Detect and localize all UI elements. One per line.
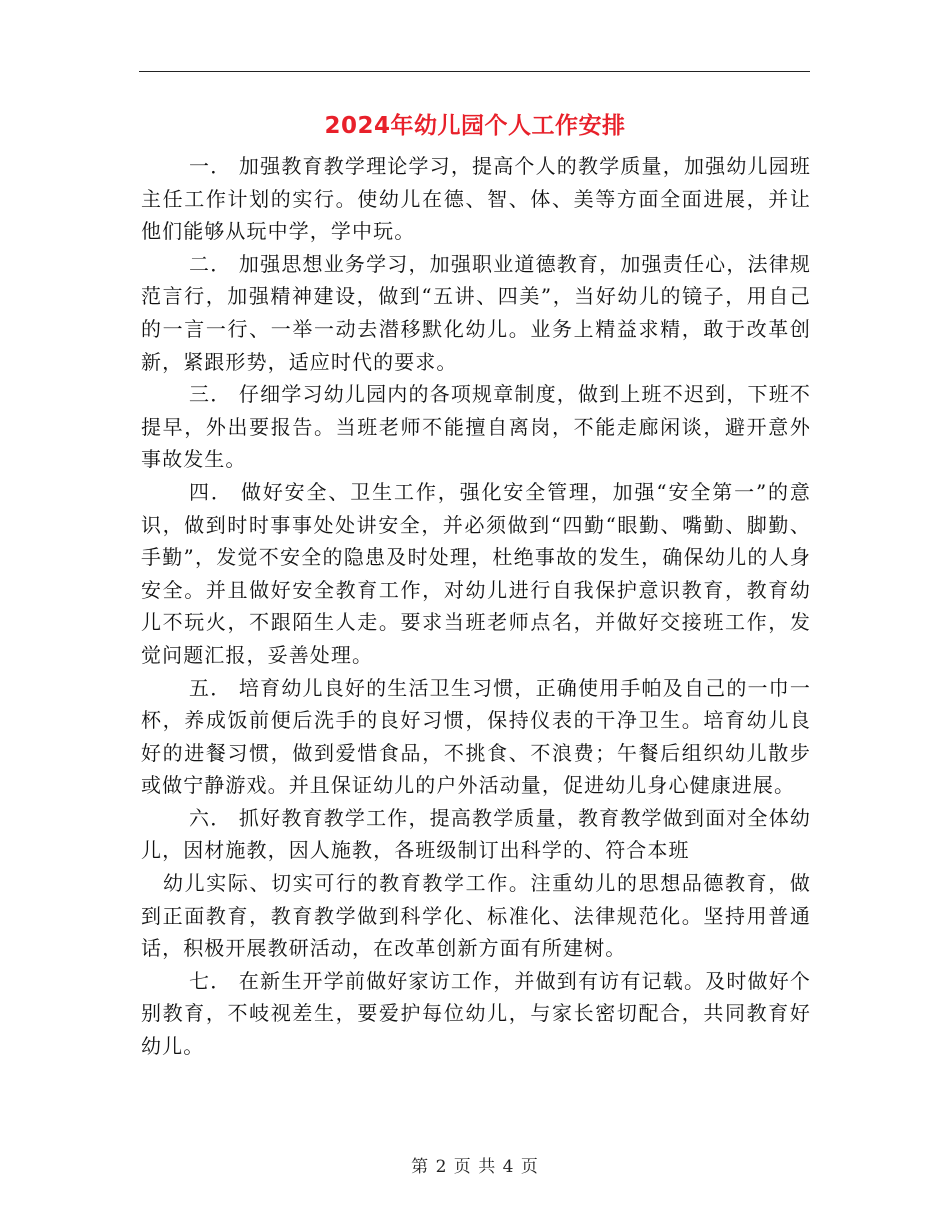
document-body	[141, 150, 811, 1063]
header-rule	[139, 71, 810, 72]
paragraph-6: 六． 抓好教育教学工作，提高教学质量，教育教学做到面对全体幼儿，因材施教，因人施教，各班级制订出科学的、符合本班	[141, 805, 811, 863]
paragraph-4: 四． 做好安全、卫生工作，强化安全管理，加强“安全第一”的意识，做到时时事事处处讲安全，并必须做到“四勤“眼勤、嘴勤、脚勤、手勤”，发觉不安全的隐患及时处理，杜绝事故的发生，确保幼儿的人身安全。并且做好安全教育工作，对幼儿进行自我保护意识教育，教育幼儿不玩火，不跟陌生人走。要求当班老师点名，并做好交接班工作，发觉问题汇报，妥善处理。	[141, 479, 811, 667]
paragraph-1: 一． 加强教育教学理论学习，提高个人的教学质量，加强幼儿园班主任工作计划的实行。使幼儿在德、智、体、美等方面全面进展，并让他们能够从玩中学，学中玩。	[141, 154, 811, 244]
paragraph-7: 七． 在新生开学前做好家访工作，并做到有访有记载。及时做好个别教育，不岐视差生，要爱护每位幼儿，与家长密切配合，共同教育好幼儿。	[141, 968, 811, 1059]
document-title: 2024年幼儿园个人工作安排	[324, 113, 626, 139]
page-number-footer: 第 2 页 共 4 页	[411, 1157, 539, 1177]
paragraph-2: 二． 加强思想业务学习，加强职业道德教育，加强责任心，法律规范言行，加强精神建设，做到“五讲、四美”，当好幼儿的镜子，用自己的一言一行、一举一动去潜移默化幼儿。业务上精益求精，敢于改革创新，紧跟形势，适应时代的要求。	[141, 251, 811, 374]
paragraph-5: 五． 培育幼儿良好的生活卫生习惯，正确使用手帕及自己的一巾一杯，养成饭前便后洗手的良好习惯，保持仪表的干净卫生。培育幼儿良好的进餐习惯，做到爱惜食品，不挑食、不浪费；午餐后组织幼儿散步或做宁静游戏。并且保证幼儿的户外活动量，促进幼儿身心健康进展。	[141, 675, 811, 798]
paragraph-3: 三． 仔细学习幼儿园内的各项规章制度，做到上班不迟到，下班不提早，外出要报告。当班老师不能擅自离岗，不能走廊闲谈，避开意外事故发生。	[141, 382, 811, 472]
paragraph-6-continued: 幼儿实际、切实可行的教育教学工作。注重幼儿的思想品德教育，做到正面教育，教育教学做到科学化、标准化、法律规范化。坚持用普通话，积极开展教研活动，在改革创新方面有所建树。	[141, 871, 811, 961]
